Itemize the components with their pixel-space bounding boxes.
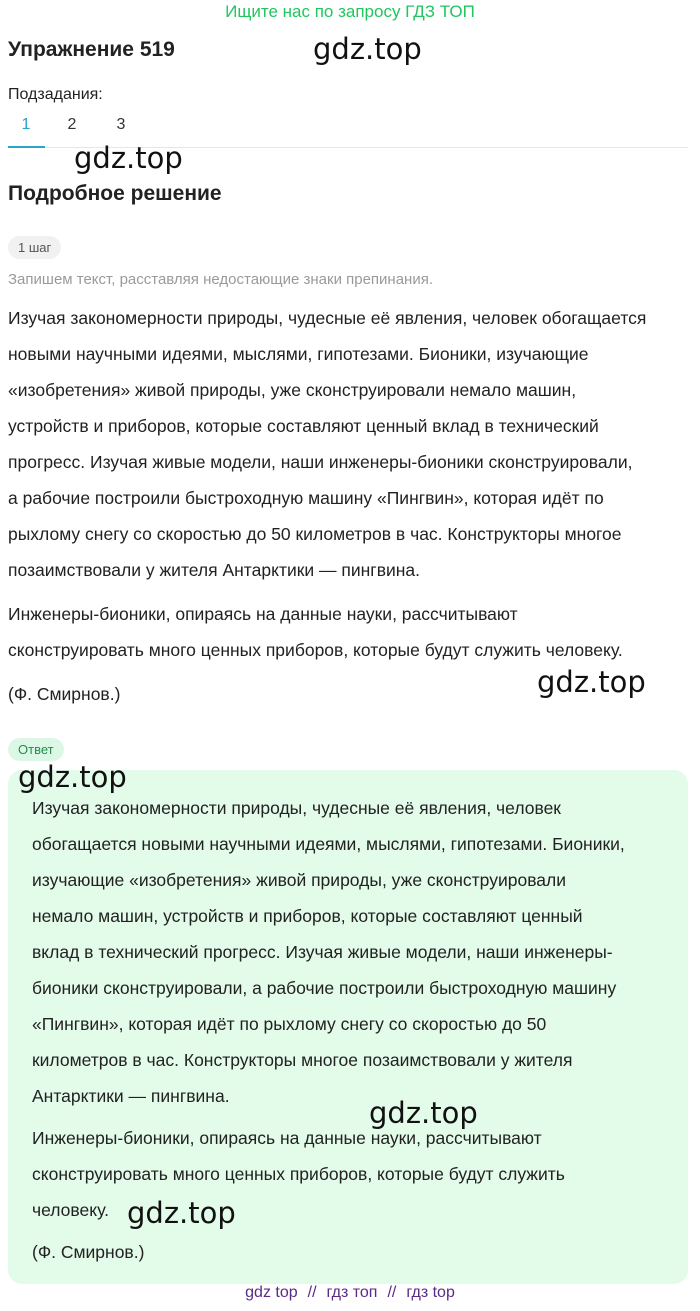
watermark: gdz.top <box>369 1096 478 1130</box>
text-line: сконструировать много ценных приборов, которые будут служить человеку. <box>8 640 623 660</box>
text-line: рыхлому снегу со скоростью до 50 километров в час. Конструкторы многое <box>8 524 622 544</box>
text-line: километров в час. Конструкторы многое позаимствовали у жителя <box>32 1050 573 1070</box>
footer-link-gdz-top-ru[interactable]: гдз топ <box>326 1284 378 1301</box>
text-line: сконструировать много ценных приборов, которые будут служить <box>32 1164 565 1184</box>
active-tab-indicator <box>8 146 45 148</box>
text-line: новыми научными идеями, мыслями, гипотезами. Бионики, изучающие <box>8 344 589 364</box>
text-line: обогащается новыми научными идеями, мыслями, гипотезами. Бионики, <box>32 834 625 854</box>
text-line: изучающие «изобретения» живой природы, уже сконструировали <box>32 870 567 890</box>
watermark: gdz.top <box>127 1196 236 1230</box>
solution-paragraph-1 <box>8 300 690 588</box>
footer-link-gdz-top-mixed[interactable]: гдз top <box>406 1284 455 1301</box>
text-line: вклад в технический прогресс. Изучая живые модели, наши инженеры- <box>32 942 613 962</box>
step-hint: Запишем текст, расставляя недостающие знаки препинания. <box>8 271 434 288</box>
solution-author: (Ф. Смирнов.) <box>8 684 121 704</box>
text-line: позаимствовали у жителя Антарктики — пингвина. <box>8 560 421 580</box>
text-line: а рабочие построили быстроходную машину «Пингвин», которая идёт по <box>8 488 604 508</box>
watermark: gdz.top <box>18 760 127 794</box>
tab-subtask-1[interactable]: 1 <box>21 116 31 133</box>
watermark: gdz.top <box>313 32 422 66</box>
text-line: немало машин, устройств и приборов, которые составляют ценный <box>32 906 583 926</box>
text-line: бионики сконструировали, а рабочие построили быстроходную машину <box>32 978 617 998</box>
answer-paragraph-1 <box>32 790 672 1114</box>
step-badge: 1 шаг <box>8 236 61 259</box>
text-line: Антарктики — пингвина. <box>32 1086 230 1106</box>
solution-text <box>8 300 690 712</box>
exercise-title: Упражнение 519 <box>8 38 175 61</box>
watermark: gdz.top <box>537 665 646 699</box>
section-title: Подробное решение <box>8 182 222 205</box>
solution-paragraph-2 <box>8 596 690 668</box>
watermark: gdz.top <box>74 141 183 175</box>
text-line: Инженеры-бионики, опираясь на данные науки, рассчитывают <box>8 604 518 624</box>
footer-links <box>0 1284 700 1302</box>
subtasks-label: Подзадания: <box>8 86 103 103</box>
tab-subtask-3[interactable]: 3 <box>116 116 126 133</box>
answer-author: (Ф. Смирнов.) <box>32 1242 145 1262</box>
text-line: Изучая закономерности природы, чудесные её явления, человек <box>32 798 561 818</box>
footer-link-gdz-top[interactable]: gdz top <box>245 1284 298 1301</box>
text-line: человеку. <box>32 1200 109 1220</box>
answer-badge: Ответ <box>8 738 64 761</box>
footer-separator: // <box>387 1284 397 1301</box>
text-line: «Пингвин», которая идёт по рыхлому снегу со скоростью до 50 <box>32 1014 547 1034</box>
text-line: Изучая закономерности природы, чудесные её явления, человек обогащается <box>8 308 647 328</box>
footer-separator: // <box>307 1284 317 1301</box>
text-line: «изобретения» живой природы, уже сконструировали немало машин, <box>8 380 577 400</box>
tab-subtask-2[interactable]: 2 <box>67 116 77 133</box>
text-line: Инженеры-бионики, опираясь на данные науки, рассчитывают <box>32 1128 542 1148</box>
text-line: прогресс. Изучая живые модели, наши инженеры-бионики сконструировали, <box>8 452 633 472</box>
search-promo-banner: Ищите нас по запросу ГДЗ ТОП <box>225 2 475 21</box>
text-line: устройств и приборов, которые составляют ценный вклад в технический <box>8 416 599 436</box>
